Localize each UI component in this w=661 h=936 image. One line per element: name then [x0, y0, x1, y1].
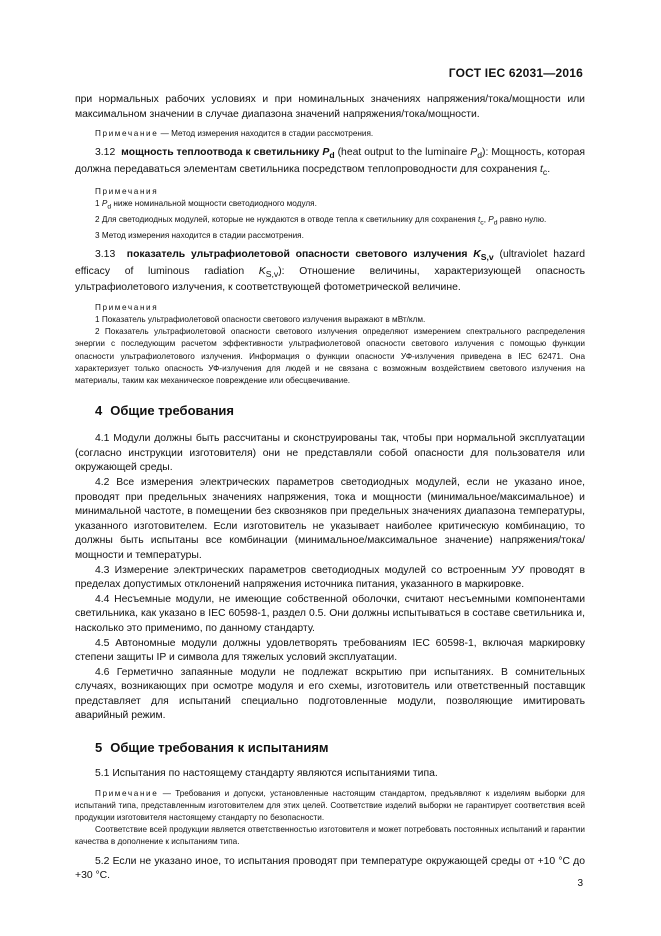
symbol: t	[540, 164, 543, 176]
heading-title: Общие требования	[110, 403, 234, 419]
note-text: 2 Для светодиодных модулей, которые не нуждаются в отводе тепла к светильнику для сохранения	[95, 214, 478, 224]
note-3-13-2: 2 Показатель ультрафиолетовой опасности светового излучения определяют измерением спектрального распределения энергии с последующим расчетом эффективности ультрафиолетовой опасности светового излучения с помощью функции опасности ультрафиолетового излучения. Информация о функции опасности УФ-излучения приведена в IEC 62471. Она характеризует только опасность УФ-излучения для людей и не связана с возможным воздействием светового излучения на материалы, таким как механическое повреждение или обесцвечивание.	[75, 327, 585, 385]
symbol-sub: d	[493, 219, 498, 227]
notes-label: Примечания	[95, 302, 159, 312]
note-3-12-1	[75, 198, 585, 214]
definition: ): Мощность, которая должна передаваться элементам светильника посредством теплопроводности для сохранения	[75, 147, 585, 176]
paragraph-4-2: 4.2 Все измерения электрических параметров светодиодных модулей, если не указано иное, проводят при предельных значениях напряжения, тока и мощности (минимальное/максимальное) и минимальной частоте, в помещении без сквозняков при предельных значениях диапазона температуры, указанного изготовителем. Если изготовитель не указывает наиболее критическую комбинацию, то должны быть испытаны все комбинации (минимальное/максимальное значение) напряжения/тока/мощности и температуры.	[75, 476, 585, 561]
section-heading-4	[75, 403, 585, 418]
section-3-13	[75, 248, 585, 296]
section-heading-5	[75, 740, 585, 755]
page-content	[75, 93, 585, 884]
english-term: (ultraviolet hazard efficacy of luminous radiation	[75, 248, 585, 277]
heading-number: 5	[95, 740, 103, 756]
symbol: P	[322, 147, 330, 159]
section-number: 3.12	[95, 147, 116, 159]
symbol: K	[258, 265, 266, 277]
symbol: t	[477, 214, 481, 224]
paragraph-4-1: 4.1 Модули должны быть рассчитаны и сконструированы так, чтобы при нормальной эксплуатации (согласно инструкции изготовителя) они не представляли собой опасности для пользователя или окружающей среды.	[75, 433, 585, 474]
note-5-1	[75, 788, 585, 825]
note-text: — Требования и допуски, установленные настоящим стандартом, предъявляют к изделиям выборки для испытаний типа, представленным изготовителем для этих целей. Соответствие изделий выборки не гарантирует соответствия всей продукции изготовителя настоящему стандарту по безопасности.	[75, 788, 585, 823]
intro-paragraph: при нормальных рабочих условиях и при номинальных значениях напряжения/тока/мощности или максимальном значении в случае диапазона значений напряжения/тока/мощности.	[75, 94, 585, 120]
section-number: 3.13	[95, 248, 116, 260]
paragraph-4-6: 4.6 Герметично запаянные модули не подлежат вскрытию при испытаниях. В сомнительных случаях, возникающих при осмотре модуля и его схемы, изготовитель или ответственный поставщик представляет для испытаний специально подготовленные модули, позволяющие имитировать аварийный режим.	[75, 666, 585, 722]
symbol-sub: d	[107, 203, 112, 211]
term: мощность теплоотвода к светильнику	[121, 147, 320, 159]
heading-title: Общие требования к испытаниям	[110, 740, 329, 756]
page-number: 3	[577, 878, 583, 889]
term: показатель ультрафиолетовой опасности светового излучения	[126, 248, 468, 260]
symbol: P	[101, 198, 108, 208]
section-3-12	[75, 146, 585, 179]
note-3-12-2	[75, 214, 585, 230]
note-intro	[75, 128, 585, 140]
note-3-13-1: 1 Показатель ультрафиолетовой опасности светового излучения выражают в мВт/клм.	[95, 314, 426, 324]
english-term: (heat output to the luminaire	[334, 147, 471, 159]
symbol-sub: d	[477, 150, 483, 161]
note-num: 1	[95, 198, 102, 208]
note-text: равно нулю.	[497, 214, 547, 224]
symbol: K	[473, 248, 481, 260]
notes-label: Примечания	[95, 186, 159, 196]
punct: .	[547, 164, 551, 176]
symbol-sub: d	[329, 150, 335, 161]
note-3-12-3: 3 Метод измерения находится в стадии рассмотрения.	[95, 230, 304, 240]
note-5-1-para2: Соответствие всей продукции является ответственностью изготовителя и может потребовать постоянных испытаний и гарантии качества в дополнение к испытаниям типа.	[75, 825, 585, 847]
note-text: — Метод измерения находится в стадии рассмотрения.	[158, 129, 374, 139]
note-label: Примечание	[95, 788, 159, 798]
symbol-sub: c	[480, 219, 484, 227]
paragraph-5-2: 5.2 Если не указано иное, то испытания проводят при температуре окружающей среды от +10 °С до +30 °С.	[75, 855, 585, 882]
document-id: ГОСТ IEC 62031—2016	[448, 66, 583, 80]
paragraph-5-1: 5.1 Испытания по настоящему стандарту являются испытаниями типа.	[95, 768, 438, 780]
paragraph-4-5: 4.5 Автономные модули должны удовлетворять требованиям IEC 60598-1, включая маркировку степени защиты IP и символа для тяжелых условий эксплуатации.	[75, 637, 585, 664]
paragraph-4-3: 4.3 Измерение электрических параметров светодиодных модулей со встроенным УУ проводят в пределах допустимых отклонений напряжения источника питания, указанного в маркировке.	[75, 564, 585, 591]
symbol-sub: S,v	[265, 268, 279, 279]
symbol: P	[470, 147, 478, 159]
definition: ): Отношение величины, характеризующей опасность ультрафиолетового излучения, к соответствующей фотометрической величине.	[75, 265, 585, 294]
symbol-sub: c	[542, 167, 548, 178]
heading-number: 4	[95, 403, 103, 419]
symbol: P	[488, 214, 494, 224]
paragraph-4-4: 4.4 Несъемные модули, не имеющие собственной оболочки, считают несъемными компонентами светильника, как указано в IEC 60598-1, раздел 0.5. Они должны испытываться в составе светильника и, насколько это применимо, по данному стандарту.	[75, 593, 585, 634]
punct: ,	[483, 214, 489, 224]
note-text: ниже номинальной мощности светодиодного модуля.	[111, 198, 317, 208]
note-label: Примечание	[95, 129, 159, 139]
symbol-sub: S,v	[480, 251, 494, 262]
